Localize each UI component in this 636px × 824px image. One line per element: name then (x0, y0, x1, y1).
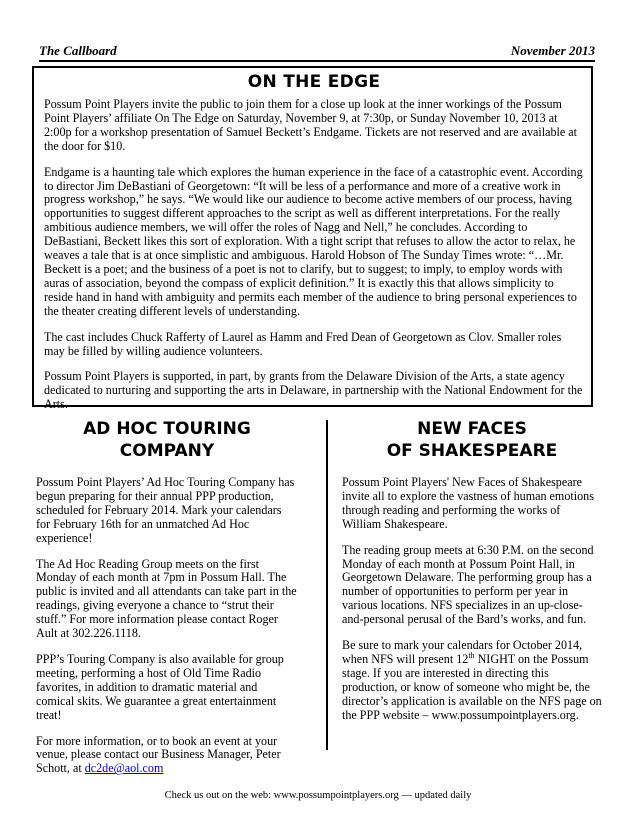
ad-hoc-paragraph-4 (36, 735, 298, 777)
running-head (39, 43, 595, 61)
on-the-edge-box (32, 66, 593, 412)
email-link[interactable]: dc2de@aol.com (84, 761, 164, 776)
new-faces-title-line-1: NEW FACES (417, 419, 527, 439)
header-rule (39, 60, 595, 62)
page-footer: Check us out on the web: www.possumpointplayers.org — updated daily (164, 790, 472, 801)
ad-hoc-title-line-2: COMPANY (119, 441, 215, 461)
issue-date: November 2013 (510, 43, 595, 58)
on-the-edge-paragraph-2: Endgame is a haunting tale which explores the human experience in the face of a catastrophic event. According to director Jim DeBastiani of Georgetown: “It will be less of a performance and more of a creative work in progress workshop,” he says. “We would like our audience to become active members of our process, having opportunities to suggest different approaches to the script as well as different interpretations. For the really ambitious audience members, we will offer the roles of Nagg and Nell,” he concludes. According to DeBastiani, Beckett likes this sort of exploration. With a tight script that refuses to allow the actor to relax, he weaves a tale that is at once simplistic and ambiguous. Harold Hobson of The Sunday Times wrote: “…Mr. Beckett is a poet; and the business of a poet is not to clarify, but to suggest; to imply, to employ words with auras of association, beyond the compass of explicit definition.” It is exactly this that allows simplicity to reside hand in hand with ambiguity and permits each member of the audience to bring personal experiences to the theater creating different levels of understanding. (44, 164, 583, 318)
ordinal-superscript: th (468, 650, 475, 660)
new-faces-paragraph-2: The reading group meets at 6:30 P.M. on the second Monday of each month at Possum Point Hall, in Georgetown Delaware. The performing group has a number of opportunities to perform per year in various locations. NFS specializes in an up-close-and-personal perusal of the Bard’s works, and fun. (342, 542, 594, 627)
new-faces-calendar-text: Be sure to mark your calendars for October 2014, when NFS will present 12 (342, 638, 583, 666)
on-the-edge-paragraph-1: Possum Point Players invite the public to join them for a close up look at the inner workings of the Possum Point Players’ affiliate On The Edge on Saturday, November 9, at 7:30p, or Sunday November 10, 2013 at 2:00p for a workshop presentation of Samuel Beckett’s Endgame. Tickets are not reserved and are available at the door for $10. (44, 97, 577, 153)
on-the-edge-paragraph-3: The cast includes Chuck Rafferty of Laurel as Hamm and Fred Dean of Georgetown as Clov. Smaller roles may be filled by willing audience volunteers. (44, 329, 562, 358)
on-the-edge-title: ON THE EDGE (247, 72, 381, 92)
ad-hoc-title-line-1: AD HOC TOURING (83, 419, 251, 439)
on-the-edge-paragraph-4: Possum Point Players is supported, in part, by grants from the Delaware Division of the Arts, a state agency dedicated to nurturing and supporting the arts in Delaware, in partnership with the National Endowment for the Arts. (44, 369, 583, 412)
ad-hoc-paragraph-3: PPP’s Touring Company is also available for group meeting, performing a host of Old Time Radio favorites, in addition to dramatic material and comical skits. We guarantee a great entertainment treat! (36, 651, 284, 722)
new-faces-paragraph-3 (342, 639, 602, 722)
ad-hoc-title (36, 418, 298, 462)
ad-hoc-contact-text: For more information, or to book an event at your venue, please contact our Business Manager, Peter Schott, at (36, 733, 281, 776)
newsletter-name: The Callboard (39, 43, 117, 58)
new-faces-column (342, 418, 602, 735)
column-divider (326, 420, 328, 750)
new-faces-paragraph-1: Possum Point Players' New Faces of Shakespeare invite all to explore the vastness of human emotions through reading and performing the works of William Shakespeare. (342, 475, 594, 531)
ad-hoc-column (36, 418, 298, 788)
ad-hoc-paragraph-1: Possum Point Players’ Ad Hoc Touring Company has begun preparing for their annual PPP production, scheduled for February 2014. Mark your calendars for February 16th for an unmatched Ad Hoc experience! (36, 475, 295, 545)
ad-hoc-paragraph-2: The Ad Hoc Reading Group meets on the first Monday of each month at 7pm in Possum Hall. The public is invited and all attendants can take part in the readings, giving everyone a chance to “strut their stuff.” For more information please contact Roger Ault at 302.226.1118. (36, 556, 297, 641)
new-faces-calendar-text-continued: NIGHT on the Possum stage. If you are interested in directing this production, or know of someone who might be, the director’s application is available on the NFS page on the PPP website – www.possumpointplayers.org. (342, 651, 602, 722)
new-faces-title (342, 418, 602, 462)
new-faces-title-line-2: OF SHAKESPEARE (386, 441, 558, 461)
